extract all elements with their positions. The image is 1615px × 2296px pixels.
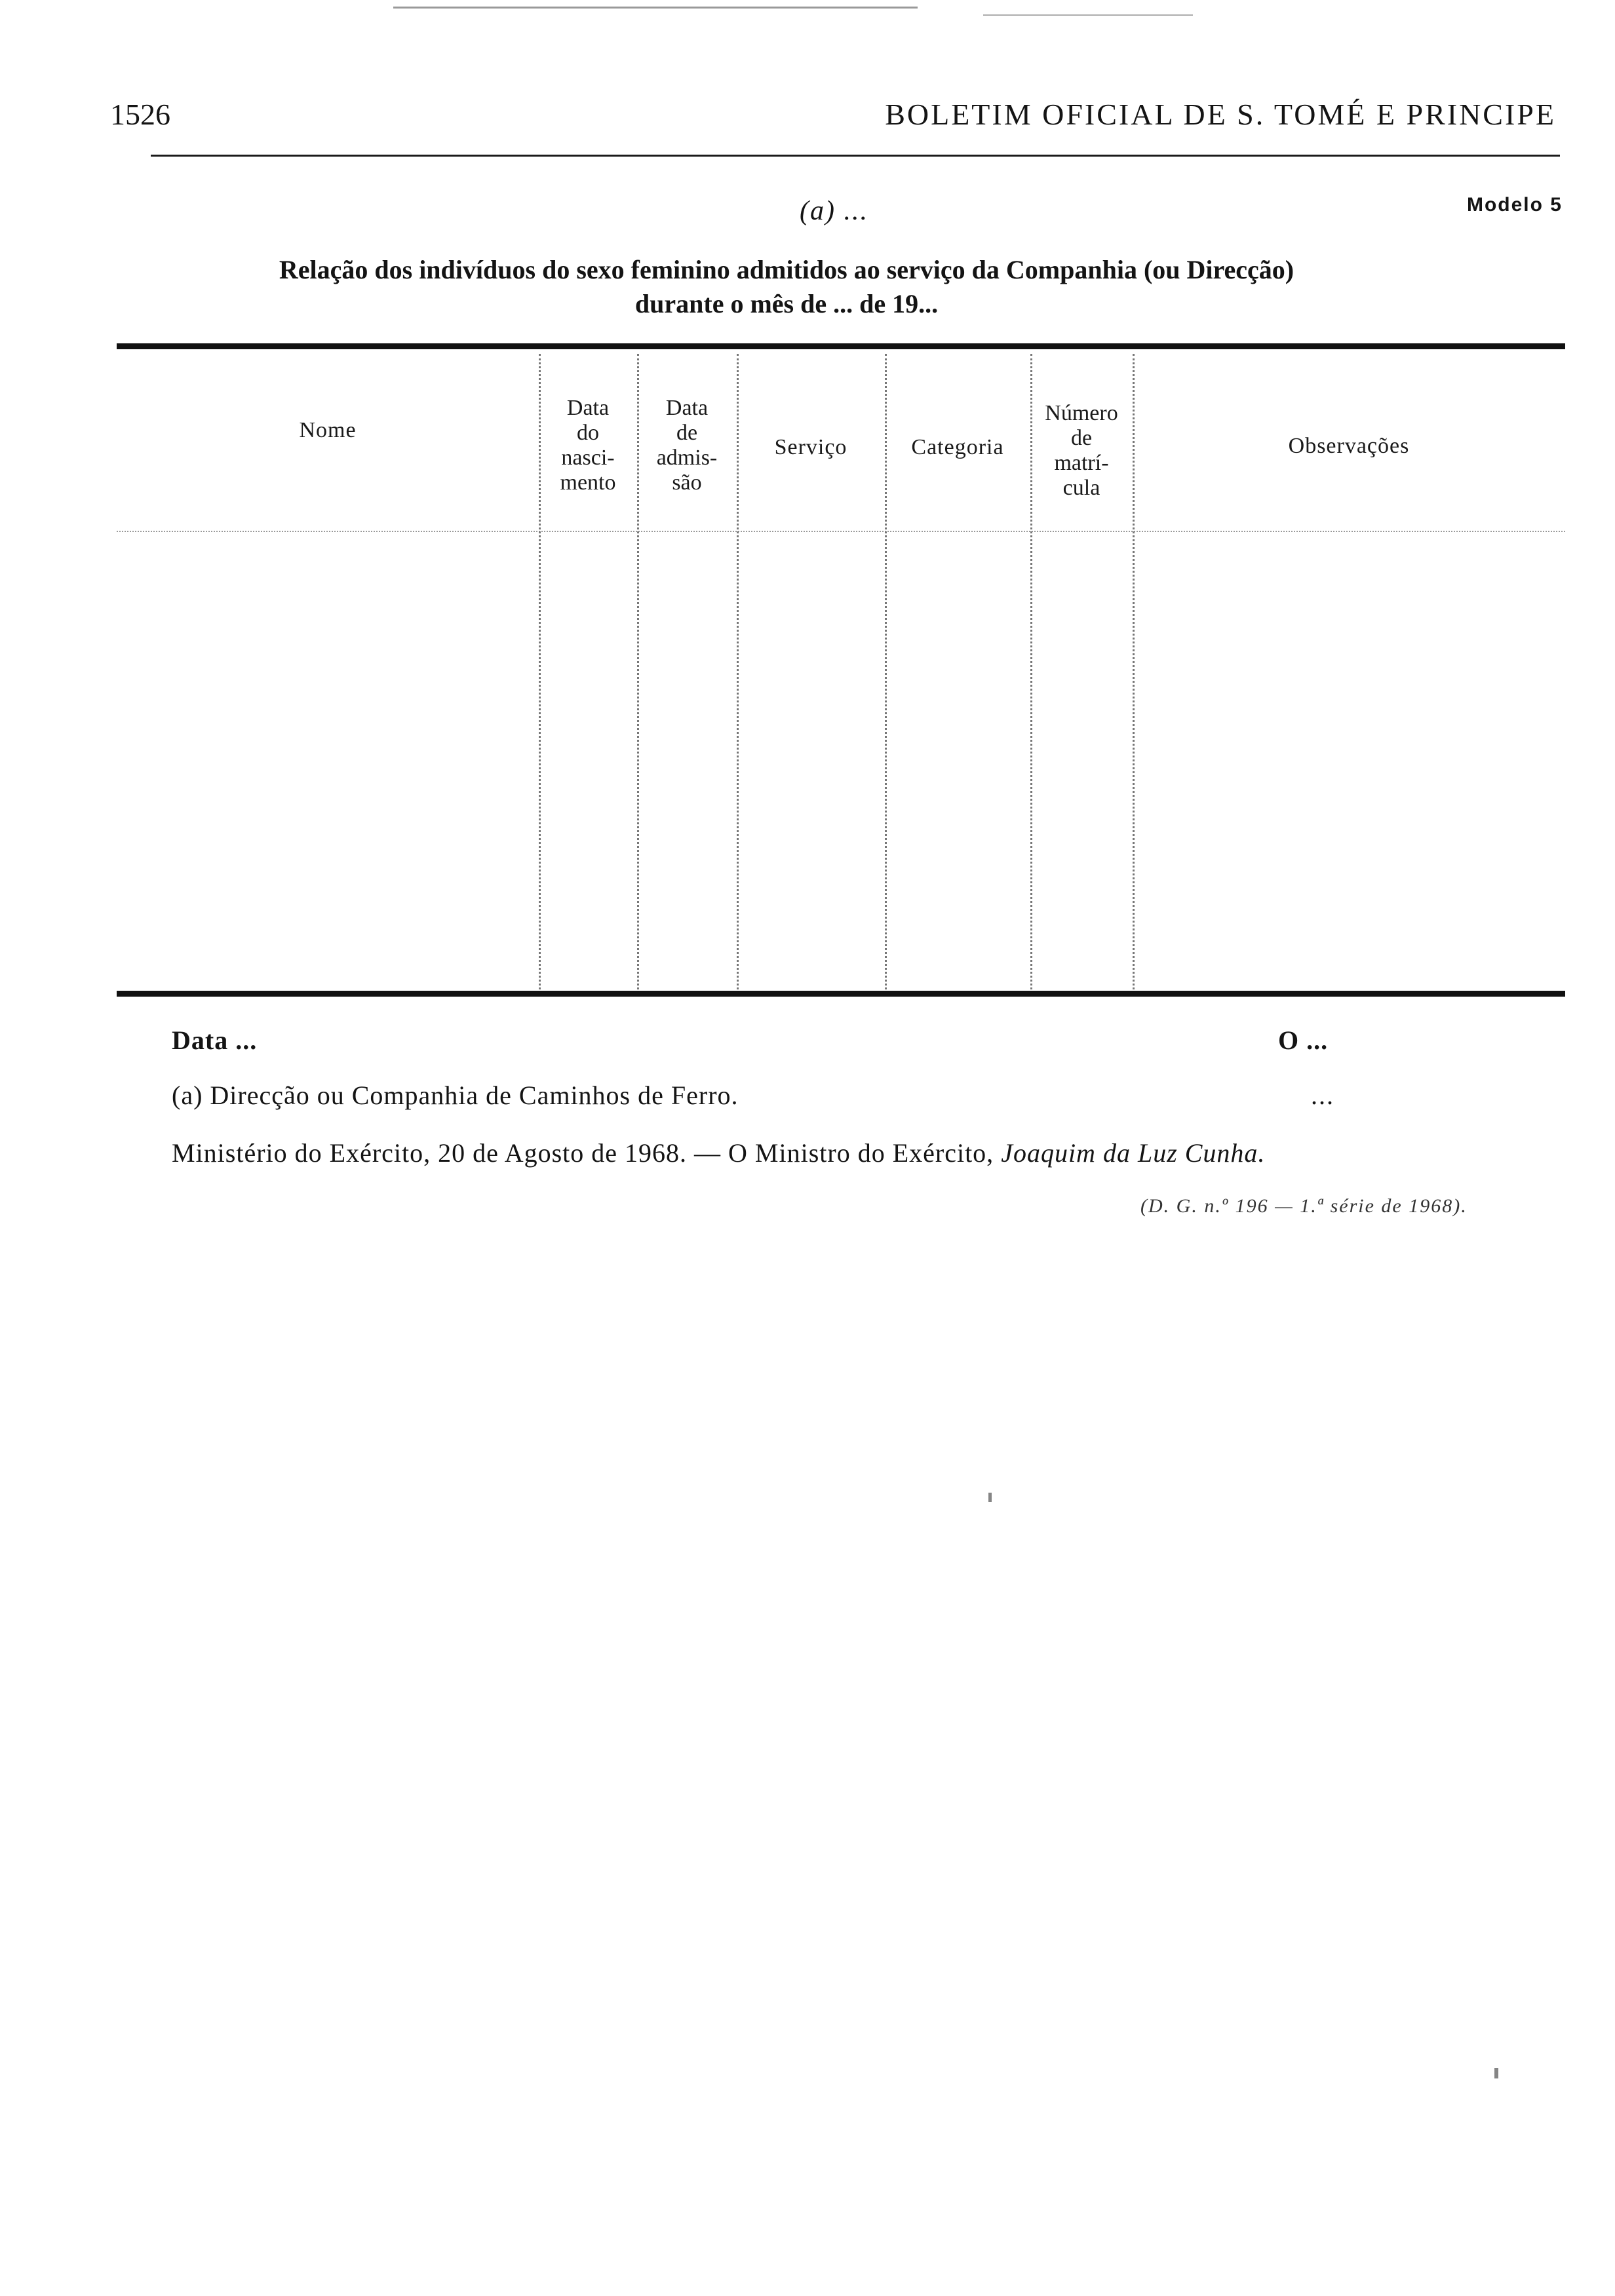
- date-label: Data ...: [172, 1025, 258, 1055]
- scan-artifact: [983, 14, 1193, 16]
- scan-artifact: [393, 7, 918, 9]
- table-bottom-rule: [117, 991, 1565, 997]
- col-header-data-nascimento: Data do nasci- mento: [560, 396, 616, 495]
- header-rule: [151, 155, 1560, 157]
- header-separator: [117, 531, 1565, 532]
- signature-dots: ...: [1311, 1081, 1334, 1110]
- col-header-categoria: Categoria: [911, 435, 1004, 459]
- col-header-data-admissao: Data de admis- são: [656, 396, 718, 495]
- scan-artifact: [1494, 2068, 1498, 2078]
- form-title: [197, 253, 1376, 321]
- model-label: Modelo 5: [1466, 194, 1563, 216]
- form-title-line-2: durante o mês de ... de 19...: [634, 289, 939, 318]
- signature-label: O ...: [1278, 1025, 1329, 1055]
- publication-title: BOLETIM OFICIAL DE S. TOMÉ E PRINCIPE: [885, 98, 1556, 131]
- minister-name: Joaquim da Luz Cunha.: [1001, 1138, 1266, 1168]
- table-top-rule: [117, 343, 1565, 349]
- ministry-line: [172, 1138, 1265, 1168]
- page-number: 1526: [110, 98, 170, 131]
- col-header-nome: Nome: [299, 418, 357, 442]
- footnote: (a) Direcção ou Companhia de Caminhos de Ferro.: [172, 1081, 739, 1110]
- form-title-line-1: Relação dos indivíduos do sexo feminino admitidos ao serviço da Companhia (ou Direcção): [279, 255, 1294, 284]
- col-header-servico: Serviço: [774, 435, 847, 459]
- ministry-text: Ministério do Exército, 20 de Agosto de 1968. — O Ministro do Exército,: [172, 1138, 1002, 1168]
- col-header-numero-matricula: Número de matrí- cula: [1045, 401, 1118, 500]
- form-a-reference: (a) ...: [800, 196, 868, 226]
- gazette-citation: (D. G. n.º 196 — 1.ª série de 1968).: [1140, 1195, 1468, 1217]
- scan-artifact: [988, 1493, 992, 1502]
- col-header-observacoes: Observações: [1288, 434, 1410, 458]
